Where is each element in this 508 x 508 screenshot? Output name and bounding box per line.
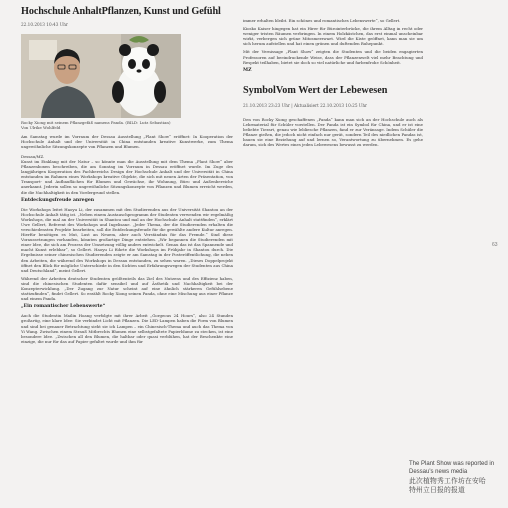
bilingual-caption [409, 460, 504, 495]
article-byline: Von Ulrike Wohlfeld [21, 124, 61, 130]
second-article-headline: SymbolVom Wert der Lebewesen [243, 84, 388, 96]
article-place: Dessau/MZ. [21, 153, 45, 159]
page-number: 63 [492, 242, 498, 248]
article-lead: Am Samstag wurde im Vorraum der Dessau Ausstellung „Plant Show“ eröffnet: In Kooperation der Hochschule Anhalt und der Universität in China entstanden kreative Kunstwerke, zum Thema ungewöhnliche Sitzungskonzepte von Pflanzen und Blumen. [21, 133, 233, 149]
second-article-body: Den von Rocky Xiong geschaffenen „Panda“ kann man sich an der Hochschule auch als Lehrmaterial für Schüler vorstellen. Der Panda ist ein Symbol für China, und er ist eine beliebte Tierart, genau wie lebliesche Pflanzen, fand er zur Veränsage. Indem Schüler die Pflanze gießen, die jedoch nicht einfach nur gerät, sondern Teil des niedlichen Pandas ist, bauen sie eine Beziehung auf und lernen so, Verantwortung zu übernehmen. Es gehe darum, sich des Wertes eines jeden Lebewesens bewusst zu werden. [243, 116, 423, 148]
caption-english-line-2: Dessau's news media [409, 469, 468, 475]
article-headline: Hochschule AnhaltPflanzen, Kunst und Gefühl [21, 6, 221, 17]
article-subhead-2: „Ein romantischer Lebenswerte“ [21, 304, 106, 310]
caption-english-line-1: The Plant Show was reported in [409, 461, 495, 467]
article-dateline: 22.10.2013 10:43 Uhr [21, 22, 68, 27]
article-subhead-1: Entdeckungsfreude anregen [21, 197, 95, 203]
article-body-4: Auch die Studentin Mailin Hoang verfolgte mit ihrer Arbeit „Gorgeous 24 Hours“, also 24 Stunden großartig, eine klare Idee: Sie verbindet Licht mit Pflanzen. Die LED-Lampen haben die Form von Blumen und sind bei genauer Betrachtung sieht sie ich Lampen – ein Chinesisch-Thema und auch das Thema von Yi Wang. Zwischen einem Strauß Mitbrechts Blumen eine selbstgefaltete Papierblume zu stecken, ist eine besondere Idee. „Zwischen all den Blumen, die haltbar oder quasi verblühen, hat der Beschenkte eine einzige, die nur für das auf Papier gefaltet wurde und ihm für [21, 313, 233, 344]
caption-chinese-line-1: 此次植物秀工作坊在安哈 [409, 477, 486, 485]
right-column [243, 18, 423, 147]
article-body-2: Die Workshops leitet Haoyu Li, der zusammen mit den Studierenden aus der Universität Shantou an der Hochschule Anhalt tätig ist. „Neben einem Austauschprogramm der Studenten verwenden wir regelmäßig Workshops, die mal an der Universität in Shantou und mal an der Hochschule Anhalt stattfinden“, erklärt Uwe Gellert, Referent des Workshops und Ingelisane. „Jeder Thema, der die Studierenden erhalten die verschiedensten Projekte bearbeiten, soll die Entdeckungsfreude für die gewählte andere Kultur anregen. Hierfür benötigen es Mut, Lust an Neuem, aber auch Verständnis für das Fremde.“ Sind diese Voraussetzungen vorhanden, könnten großartige Dinge entstehen. „Wir begannen die Studierenden mit einer Idee, die sich am Prozess der Umsetzung völlig anders entwickelt. Genau das ist das Spannende und macht Kunst erlebbar“, so Gellert. Haoyu Li führte die Workshops im Frühjahr in Shantou durch. Die Ergebnisse seiner chinesischen Studierenden zeigte er am Samstag in der Posteröffentlichung, die neben den Arbeiten, die während des Workshops in Dessau entstanden, zu sehen waren. „Dieses Doppelprojekt öffnet den Blick für mögliche Unterschiede in den Sichten und Erfahrungswegen der Studenten aus China und Deutschland“, meint Gellert. [21, 206, 233, 273]
photo-caption: Rocky Xiong mit seinem Pflanzgefäß namens Panda. (BILD: Lutz Sebastian) [21, 120, 171, 125]
photo-illustration [21, 34, 181, 118]
article-body-1: Kunst im Einklang mit der Natur – so könnte man die Ausstellung mit dem Thema „Plant Show“ aber Pflanzenboxen beschreiben, die am Sonntag im Vorraum in Dessau eröffnet wurde. Im Zuge des langjährigen Kooperation des Fachbereichs Design der Hochschule Anhalt und der Universität in China entstanden im Rahmen eines Workshops kreative Objekte, die sich mit neuen Arten der Präsentation, von Transport- und Aufbauflächen für Blumen und Gewächse, ihr Wohnung, Büro und Außenbereiche anerkannt. Jederin sollen so ungewöhnliche Sitzungskonzepte von Pflanzen und Blumen erreicht werden, die die Nachhaltigkeit in den Vordergrund stellen. [21, 158, 233, 195]
article-photo [21, 34, 181, 118]
author-initials: MZ [243, 67, 252, 73]
right-body-1: Kiosko Kaiser hingegen hat ein Hirer für Bürointerbrücke, die ihrem Alltag in recht oder weniger tristen Räumen verbringen. In einem Holzkästchen, das erst einmal unscheinbar wirkt, verbergen sich grüne Mitosmerzwaet. Wird die Kiste geöffnet, kann man sie um sich herum aufstellen und hat einen grünen und duftenden Ruhepunkt. [243, 26, 423, 47]
continuation-text: immer erhalten bleibt. Ein schönes und romantisches Lebenswerte“, so Gellert. [243, 18, 401, 23]
left-article [21, 6, 233, 344]
right-body-2: Mit der Vernissage „Plant Show“ zeigten die Studenten und die beiden engagierten Professoren auf beeindruckende Weise, dass der Pflanzenwelt viel mehr Beachtung und Respekt teilhaben, bietet sie doch so viel natürliche und farbenfrohe Schönheit. [243, 49, 423, 65]
second-article-dateline: 21.10.2013 23:23 Uhr | Aktualisiert 22.10.2013 10:25 Uhr [243, 102, 368, 108]
caption-chinese-line-2: 特州立日报的报道 [409, 486, 465, 494]
article-body-3: Während der Arbeiten deutscher Studenten größtenteils das Ziel des Nutzens und des Effizienz haben, sind die chinesischen Studenten dafür sensibel und auf Ästhetik und Nachhaltigkeit bei der Konzepterwicklung. „Der Zugang zur Natur scheint auf eine ähnlich stärkeren Gefühlsebene stattzufinden“, findet Gellert. So erzählt Rocky Xiong seinen Panda, ohne eine Mischung aus einer Pflanze und einem Panda. [21, 275, 233, 302]
